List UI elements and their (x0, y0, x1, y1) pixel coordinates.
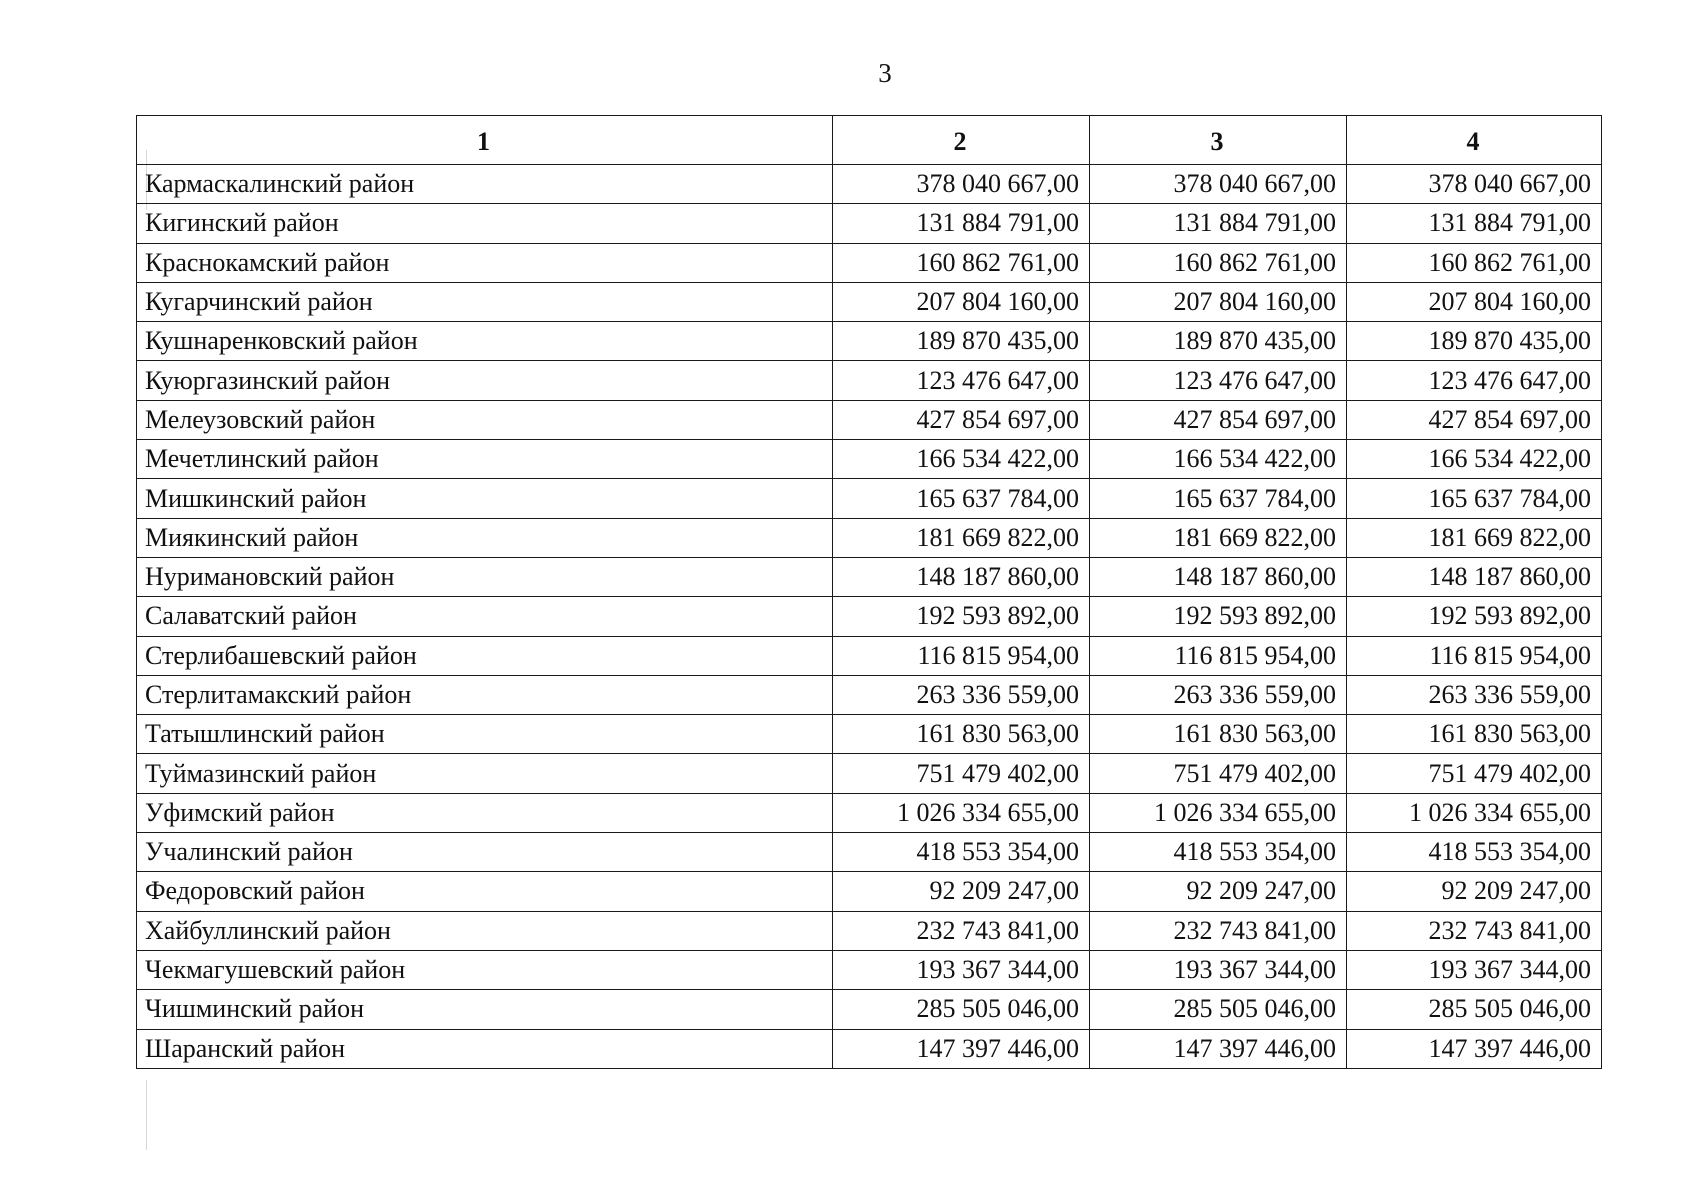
column-2-value-cell: 165 637 784,00 (833, 479, 1090, 518)
district-name-cell: Кармаскалинский район (137, 165, 833, 204)
column-2-value-cell: 207 804 160,00 (833, 282, 1090, 321)
column-4-value-cell: 263 336 559,00 (1347, 675, 1602, 714)
column-2-value-cell: 192 593 892,00 (833, 597, 1090, 636)
column-4-value-cell: 1 026 334 655,00 (1347, 793, 1602, 832)
column-3-value-cell: 166 534 422,00 (1090, 440, 1347, 479)
district-name-cell: Уфимский район (137, 793, 833, 832)
column-4-value-cell: 161 830 563,00 (1347, 715, 1602, 754)
table-row (137, 715, 1602, 754)
district-name-cell: Мишкинский район (137, 479, 833, 518)
district-name-cell: Чекмагушевский район (137, 950, 833, 989)
district-name-cell: Мелеузовский район (137, 400, 833, 439)
column-4-value-cell: 427 854 697,00 (1347, 400, 1602, 439)
column-3-value-cell: 192 593 892,00 (1090, 597, 1347, 636)
column-4-value-cell: 207 804 160,00 (1347, 282, 1602, 321)
table-row (137, 793, 1602, 832)
column-4-value-cell: 418 553 354,00 (1347, 833, 1602, 872)
column-2-value-cell: 193 367 344,00 (833, 950, 1090, 989)
table-row (137, 636, 1602, 675)
column-3-value-cell: 418 553 354,00 (1090, 833, 1347, 872)
table-header (137, 116, 1602, 165)
page-number: 3 (878, 58, 892, 88)
table-body (137, 165, 1602, 1069)
column-2-value-cell: 147 397 446,00 (833, 1029, 1090, 1068)
column-2-value-cell: 131 884 791,00 (833, 204, 1090, 243)
table-row (137, 361, 1602, 400)
column-2-value-cell: 166 534 422,00 (833, 440, 1090, 479)
column-3-value-cell: 378 040 667,00 (1090, 165, 1347, 204)
table-row (137, 950, 1602, 989)
column-3-value-cell: 148 187 860,00 (1090, 557, 1347, 596)
district-name-cell: Стерлитамакский район (137, 675, 833, 714)
table-row (137, 243, 1602, 282)
table-row (137, 1029, 1602, 1068)
column-3-value-cell: 285 505 046,00 (1090, 990, 1347, 1029)
budget-table (136, 115, 1602, 1069)
column-4-value-cell: 232 743 841,00 (1347, 911, 1602, 950)
column-2-value-cell: 751 479 402,00 (833, 754, 1090, 793)
column-3-value-cell: 263 336 559,00 (1090, 675, 1347, 714)
column-3-value-cell: 165 637 784,00 (1090, 479, 1347, 518)
column-2-value-cell: 160 862 761,00 (833, 243, 1090, 282)
column-header-1: 1 (137, 116, 833, 165)
district-name-cell: Татышлинский район (137, 715, 833, 754)
column-4-value-cell: 751 479 402,00 (1347, 754, 1602, 793)
header-row (137, 116, 1602, 165)
district-name-cell: Кигинский район (137, 204, 833, 243)
district-name-cell: Салаватский район (137, 597, 833, 636)
column-4-value-cell: 123 476 647,00 (1347, 361, 1602, 400)
column-header-4: 4 (1347, 116, 1602, 165)
column-4-value-cell: 378 040 667,00 (1347, 165, 1602, 204)
table-row (137, 400, 1602, 439)
district-name-cell: Куюргазинский район (137, 361, 833, 400)
column-3-value-cell: 181 669 822,00 (1090, 518, 1347, 557)
column-4-value-cell: 160 862 761,00 (1347, 243, 1602, 282)
table-row (137, 990, 1602, 1029)
column-header-2: 2 (833, 116, 1090, 165)
column-3-value-cell: 427 854 697,00 (1090, 400, 1347, 439)
column-2-value-cell: 427 854 697,00 (833, 400, 1090, 439)
column-3-value-cell: 116 815 954,00 (1090, 636, 1347, 675)
column-4-value-cell: 193 367 344,00 (1347, 950, 1602, 989)
column-4-value-cell: 131 884 791,00 (1347, 204, 1602, 243)
table-row (137, 754, 1602, 793)
table-row (137, 322, 1602, 361)
district-name-cell: Хайбуллинский район (137, 911, 833, 950)
district-name-cell: Кугарчинский район (137, 282, 833, 321)
column-2-value-cell: 285 505 046,00 (833, 990, 1090, 1029)
table-row (137, 440, 1602, 479)
column-4-value-cell: 166 534 422,00 (1347, 440, 1602, 479)
district-name-cell: Нуримановский район (137, 557, 833, 596)
column-2-value-cell: 418 553 354,00 (833, 833, 1090, 872)
table-row (137, 479, 1602, 518)
column-2-value-cell: 232 743 841,00 (833, 911, 1090, 950)
column-header-3: 3 (1090, 116, 1347, 165)
column-3-value-cell: 189 870 435,00 (1090, 322, 1347, 361)
column-3-value-cell: 161 830 563,00 (1090, 715, 1347, 754)
table-row (137, 833, 1602, 872)
column-2-value-cell: 123 476 647,00 (833, 361, 1090, 400)
district-name-cell: Учалинский район (137, 833, 833, 872)
district-name-cell: Туймазинский район (137, 754, 833, 793)
table-row (137, 518, 1602, 557)
column-4-value-cell: 147 397 446,00 (1347, 1029, 1602, 1068)
column-4-value-cell: 189 870 435,00 (1347, 322, 1602, 361)
column-4-value-cell: 92 209 247,00 (1347, 872, 1602, 911)
table-row (137, 872, 1602, 911)
district-name-cell: Миякинский район (137, 518, 833, 557)
column-3-value-cell: 232 743 841,00 (1090, 911, 1347, 950)
table-row (137, 597, 1602, 636)
column-3-value-cell: 160 862 761,00 (1090, 243, 1347, 282)
column-3-value-cell: 751 479 402,00 (1090, 754, 1347, 793)
table-row (137, 165, 1602, 204)
district-name-cell: Стерлибашевский район (137, 636, 833, 675)
table-row (137, 282, 1602, 321)
district-name-cell: Чишминский район (137, 990, 833, 1029)
column-2-value-cell: 378 040 667,00 (833, 165, 1090, 204)
column-3-value-cell: 207 804 160,00 (1090, 282, 1347, 321)
column-4-value-cell: 116 815 954,00 (1347, 636, 1602, 675)
table-row (137, 675, 1602, 714)
column-4-value-cell: 192 593 892,00 (1347, 597, 1602, 636)
column-4-value-cell: 165 637 784,00 (1347, 479, 1602, 518)
column-3-value-cell: 92 209 247,00 (1090, 872, 1347, 911)
column-2-value-cell: 1 026 334 655,00 (833, 793, 1090, 832)
column-3-value-cell: 123 476 647,00 (1090, 361, 1347, 400)
district-name-cell: Мечетлинский район (137, 440, 833, 479)
column-2-value-cell: 92 209 247,00 (833, 872, 1090, 911)
column-4-value-cell: 148 187 860,00 (1347, 557, 1602, 596)
district-name-cell: Краснокамский район (137, 243, 833, 282)
table-row (137, 557, 1602, 596)
district-name-cell: Кушнаренковский район (137, 322, 833, 361)
column-3-value-cell: 1 026 334 655,00 (1090, 793, 1347, 832)
column-3-value-cell: 147 397 446,00 (1090, 1029, 1347, 1068)
table-row (137, 204, 1602, 243)
district-name-cell: Шаранский район (137, 1029, 833, 1068)
column-2-value-cell: 263 336 559,00 (833, 675, 1090, 714)
column-4-value-cell: 285 505 046,00 (1347, 990, 1602, 1029)
column-2-value-cell: 181 669 822,00 (833, 518, 1090, 557)
table-row (137, 911, 1602, 950)
column-4-value-cell: 181 669 822,00 (1347, 518, 1602, 557)
column-2-value-cell: 148 187 860,00 (833, 557, 1090, 596)
scan-artifact-line (146, 1080, 147, 1150)
column-2-value-cell: 161 830 563,00 (833, 715, 1090, 754)
column-2-value-cell: 116 815 954,00 (833, 636, 1090, 675)
column-3-value-cell: 131 884 791,00 (1090, 204, 1347, 243)
district-name-cell: Федоровский район (137, 872, 833, 911)
column-2-value-cell: 189 870 435,00 (833, 322, 1090, 361)
column-3-value-cell: 193 367 344,00 (1090, 950, 1347, 989)
